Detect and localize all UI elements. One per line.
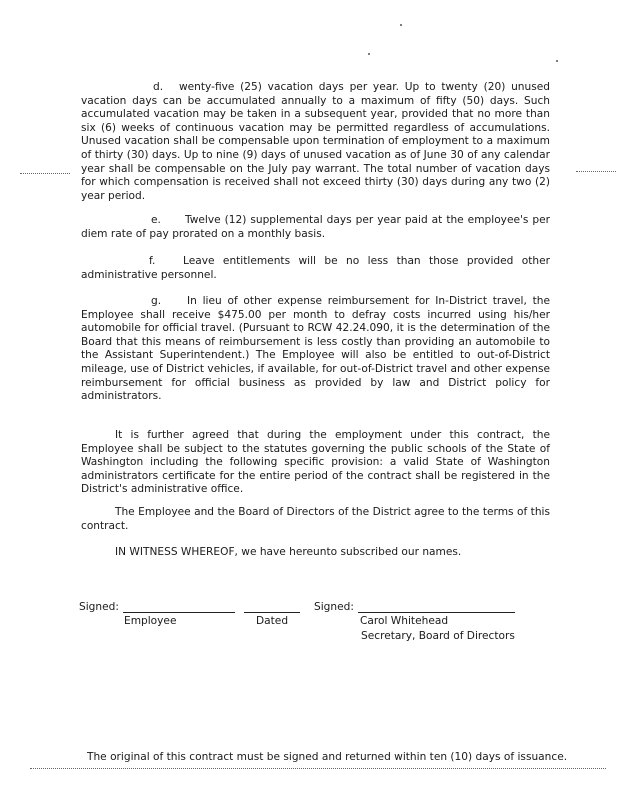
clause-g-text: In lieu of other expense reimbursement for In-District travel, the Employee shall receive $475.00 per month to defray costs incurred using his/her automobile for official travel. (Pursuant to RCW 42.24.090, it is the determination of the Board that this means of reimbursement is less costly than providing an automobile to the Assistant Superintendent.) The Employee will also be entitled to out-of-District mileage, use of District vehicles, if available, for out-of-District travel and other expense reimbursement for official business as provided by law and District policy for administrators. bbox=[81, 295, 550, 403]
secretary-name: Carol Whitehead bbox=[360, 615, 449, 627]
secretary-title: Secretary, Board of Directors bbox=[361, 630, 515, 642]
clause-f-marker: f. bbox=[149, 255, 156, 267]
scan-speck bbox=[556, 60, 558, 62]
witness-paragraph bbox=[81, 546, 550, 560]
signed-label-right: Signed: bbox=[314, 601, 354, 613]
terms-paragraph bbox=[81, 506, 550, 533]
clause-e-text: Twelve (12) supplemental days per year paid at the employee's per diem rate of pay prorated on a monthly basis. bbox=[81, 214, 550, 240]
clause-d-text: wenty-five (25) vacation days per year. Up to twenty (20) unused vacation days can be accumulated annually to a maximum of fifty (50) days. Such accumulated vacation may be taken in a subsequent year, provided that no more than six (6) weeks of continuous vacation may be permitted regardless of accumulations. Unused vacation shall be compensable upon termination of employment to a maximum of thirty (30) days. Up to nine (9) days of unused vacation as of June 30 of any calendar year shall be compensable on the July pay warrant. The total number of vacation days for which compensation is received shall not exceed thirty (30) days during any two (2) year period. bbox=[81, 81, 550, 202]
clause-e-marker: e. bbox=[151, 214, 161, 226]
clause-d-marker: d. bbox=[153, 81, 164, 93]
witness-text: IN WITNESS WHEREOF, we have hereunto subscribed our names. bbox=[115, 546, 462, 558]
footer-rule bbox=[30, 768, 606, 769]
scan-speck bbox=[400, 24, 402, 26]
terms-text: The Employee and the Board of Directors of the District agree to the terms of this contract. bbox=[81, 506, 550, 532]
signed-label-left: Signed: bbox=[79, 601, 119, 613]
clause-e bbox=[81, 214, 550, 241]
employee-signature-line[interactable] bbox=[123, 612, 235, 613]
agreement-text: It is further agreed that during the employment under this contract, the Employee shall be subject to the statutes governing the public schools of the State of Washington including the following specific provision: a valid State of Washington administrators certificate for the entire period of the contract shall be registered in the District's administrative office. bbox=[81, 429, 550, 496]
clause-f bbox=[81, 255, 550, 282]
employee-caption: Employee bbox=[124, 615, 177, 627]
clause-g bbox=[81, 295, 550, 404]
agreement-paragraph bbox=[81, 429, 550, 497]
secretary-signature-line[interactable] bbox=[358, 612, 515, 613]
clause-g-marker: g. bbox=[151, 295, 162, 307]
clause-f-text: Leave entitlements will be no less than those provided other administrative personnel. bbox=[81, 255, 550, 281]
dated-caption: Dated bbox=[256, 615, 289, 627]
scan-dotted-line bbox=[20, 173, 70, 174]
scan-dotted-line bbox=[576, 171, 616, 172]
date-line[interactable] bbox=[244, 612, 300, 613]
scan-speck bbox=[368, 53, 370, 55]
clause-d bbox=[81, 81, 550, 203]
footer-note: The original of this contract must be signed and returned within ten (10) days of issuance. bbox=[87, 751, 568, 763]
